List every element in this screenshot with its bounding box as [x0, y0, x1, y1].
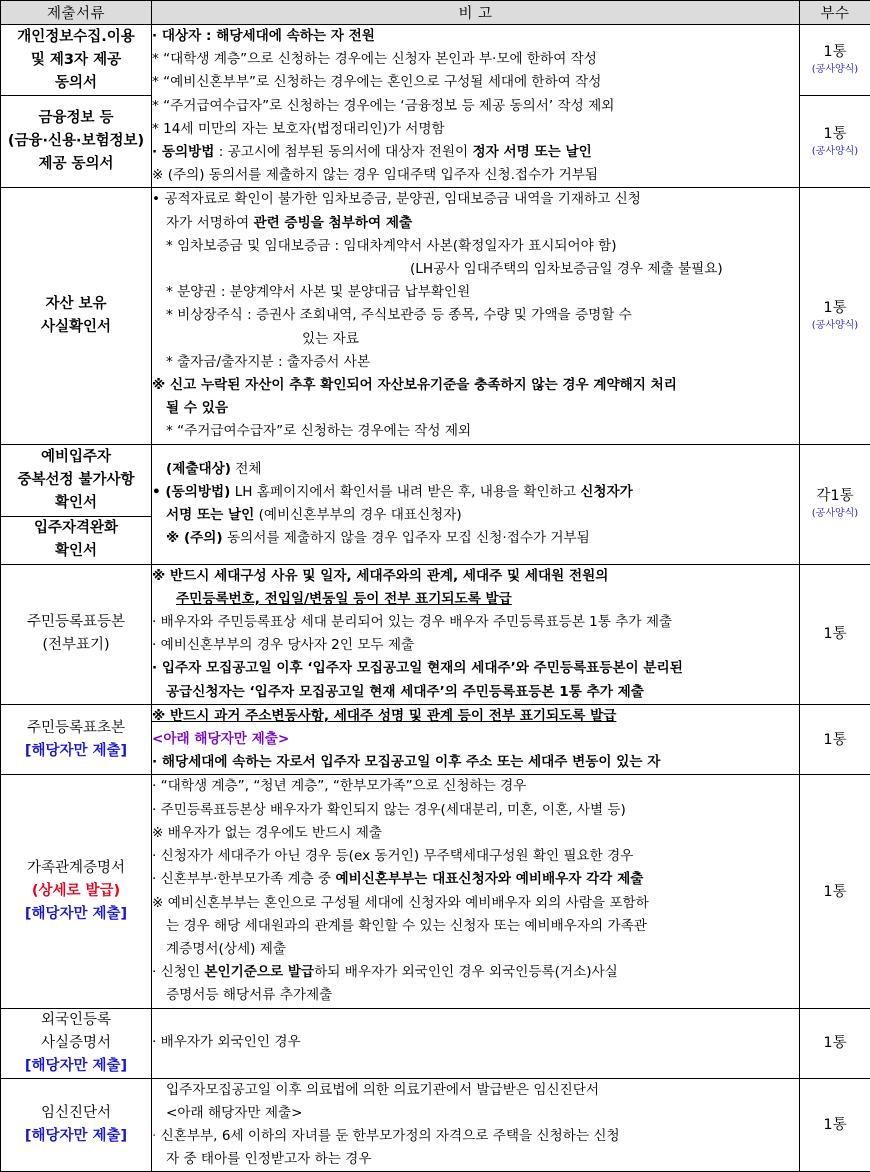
doc-foreigner-registration: 외국인등록 사실증명서 [해당자만 제출] [1, 1008, 152, 1078]
qty-financial-consent: 1통 (공사양식) [800, 96, 870, 188]
qty-duplicate: 각1통 (공사양식) [800, 444, 870, 564]
qty-assets: 1통 (공사양식) [800, 188, 870, 444]
table-row-resident-full [1, 564, 870, 704]
header-remarks: 비 고 [152, 1, 800, 25]
remarks-family-relations: · “대학생 계층”, “청년 계층”, “한부모가족”으로 신청하는 경우 · 주민등록표등본상 배우자가 확인되지 않는 경우(세대분리, 미혼, 이혼, 사별 등) ※ 배우자가 없는 경우에도 반드시 제출 · 신청자가 세대주가 아닌 경우 등(ex 동거인) 무주택세대구성원 확인 필요한 경우 · 신혼부부·한부모가족 계층 중 예비신혼부부는 대표신청자와 예비배우자 각각 제출 ※ 예비신혼부부는 혼인으로 구성될 세대에 신청자와 예비배우자 외의 사람을 포함하 는 경우 해당 세대원과의 관계를 확인할 수 있는 신청자 또는 예비배우자의 가족관 계증명서(상세) 제출 · 신청인 본인기준으로 발급하되 배우자가 외국인인 경우 외국인등록(거소)사실 증명서등 해당서류 추가제출 [152, 775, 800, 1008]
doc-resident-full: 주민등록표등본 (전부표기) [1, 564, 152, 704]
remarks-assets: • 공적자료로 확인이 불가한 임차보증금, 분양권, 임대보증금 내역을 기재하고 신청 자가 서명하여 관련 증빙을 첨부하여 제출 * 임차보증금 및 임대보증금 : 임대차계약서 사본(확정일자가 표시되어야 함) (LH공사 임대주택의 임차보증금일 경우 제출 불필요) * 분양권 : 분양계약서 사본 및 분양대금 납부확인원 * 비상장주식 : 증권사 조회내역, 주식보관증 등 종목, 수량 및 가액을 증명할 수 있는 자료 * 출자금/출자지분 : 출자증서 사본 ※ 신고 누락된 자산이 추후 확인되어 자산보유기준을 충족하지 않는 경우 계약해지 처리 될 수 있음 * “주거급여수급자”로 신청하는 경우에는 작성 제외 [152, 188, 800, 444]
doc-family-relations: 가족관계증명서 (상세로 발급) [해당자만 제출] [1, 775, 152, 1008]
qty-privacy-consent: 1통 (공사양식) [800, 25, 870, 96]
table-row-privacy-consent [1, 25, 870, 96]
header-row [1, 1, 870, 25]
table-row-pregnancy-certificate [1, 1078, 870, 1172]
remarks-foreigner-registration: · 배우자가 외국인인 경우 [152, 1008, 800, 1078]
doc-duplicate-check: 예비입주자 중복선정 불가사항 확인서 [1, 444, 152, 516]
doc-financial-consent: 금융정보 등 (금융·신용·보험정보) 제공 동의서 [1, 96, 152, 188]
header-copies: 부수 [800, 1, 870, 25]
remarks-pregnancy-certificate: 입주자모집공고일 이후 의료법에 의한 의료기관에서 발급받은 임신진단서 <아래 해당자만 제출> · 신혼부부, 6세 이하의 자녀를 둔 한부모가정의 자격으로 주택을 신청하는 신청 자 중 태아를 인정받고자 하는 경우 [152, 1078, 800, 1172]
doc-privacy-consent: 개인정보수집.이용 및 제3자 제공 동의서 [1, 25, 152, 96]
remarks-duplicate: (제출대상) 전체 • (동의방법) LH 홈페이지에서 확인서를 내려 받은 후, 내용을 확인하고 신청자가 서명 또는 날인 (예비신혼부부의 경우 대표신청자) ※ (주의) 동의서를 제출하지 않을 경우 입주자 모집 신청·접수가 거부됨 [152, 444, 800, 564]
table-row-foreigner-registration [1, 1008, 870, 1078]
remarks-resident-full: ※ 반드시 세대구성 사유 및 일자, 세대주와의 관계, 세대주 및 세대원 전원의 주민등록번호, 전입일/변동일 등이 전부 표기되도록 발급 · 배우자와 주민등록표상 세대 분리되어 있는 경우 배우자 주민등록표등본 1통 추가 제출 · 예비신혼부부의 경우 당사자 2인 모두 제출 · 입주자 모집공고일 이후 ‘입주자 모집공고일 현재의 세대주’와 주민등록표등본이 분리된 공급신청자는 ‘입주자 모집공고일 현재 세대주’의 주민등록표등본 1통 추가 제출 [152, 564, 800, 704]
remarks-consent: · 대상자 : 해당세대에 속하는 자 전원 * “대학생 계층”으로 신청하는 경우에는 신청자 본인과 부·모에 한하여 작성 * “예비신혼부부”로 신청하는 경우에는 혼인으로 구성될 세대에 한하여 작성 * “주거급여수급자”로 신청하는 경우에는 ‘금융정보 등 제공 동의서’ 작성 제외 * 14세 미만의 자는 보호자(법정대리인)가 서명함 · 동의방법 : 공고시에 첨부된 동의서에 대상자 전원이 정자 서명 또는 날인 ※ (주의) 동의서를 제출하지 않는 경우 임대주택 입주자 신청.접수가 거부됨 [152, 25, 800, 188]
qty-pregnancy-certificate: 1통 [800, 1078, 870, 1172]
qty-resident-abstract: 1통 [800, 704, 870, 775]
doc-qualification-relief: 입주자격완화 확인서 [1, 516, 152, 564]
doc-assets: 자산 보유 사실확인서 [1, 188, 152, 444]
header-documents: 제출서류 [1, 1, 152, 25]
doc-resident-abstract: 주민등록표초본 [해당자만 제출] [1, 704, 152, 775]
qty-resident-full: 1통 [800, 564, 870, 704]
qty-family-relations: 1통 [800, 775, 870, 1008]
table-row-duplicate-check [1, 444, 870, 516]
table-row-resident-abstract [1, 704, 870, 775]
table-row-assets [1, 188, 870, 444]
doc-pregnancy-certificate: 임신진단서 [해당자만 제출] [1, 1078, 152, 1172]
qty-foreigner-registration: 1통 [800, 1008, 870, 1078]
remarks-resident-abstract: ※ 반드시 과거 주소변동사항, 세대주 성명 및 관계 등이 전부 표기되도록 발급 <아래 해당자만 제출> · 해당세대에 속하는 자로서 입주자 모집공고일 이후 주소 또는 세대주 변동이 있는 자 [152, 704, 800, 775]
table-row-family-relations [1, 775, 870, 1008]
